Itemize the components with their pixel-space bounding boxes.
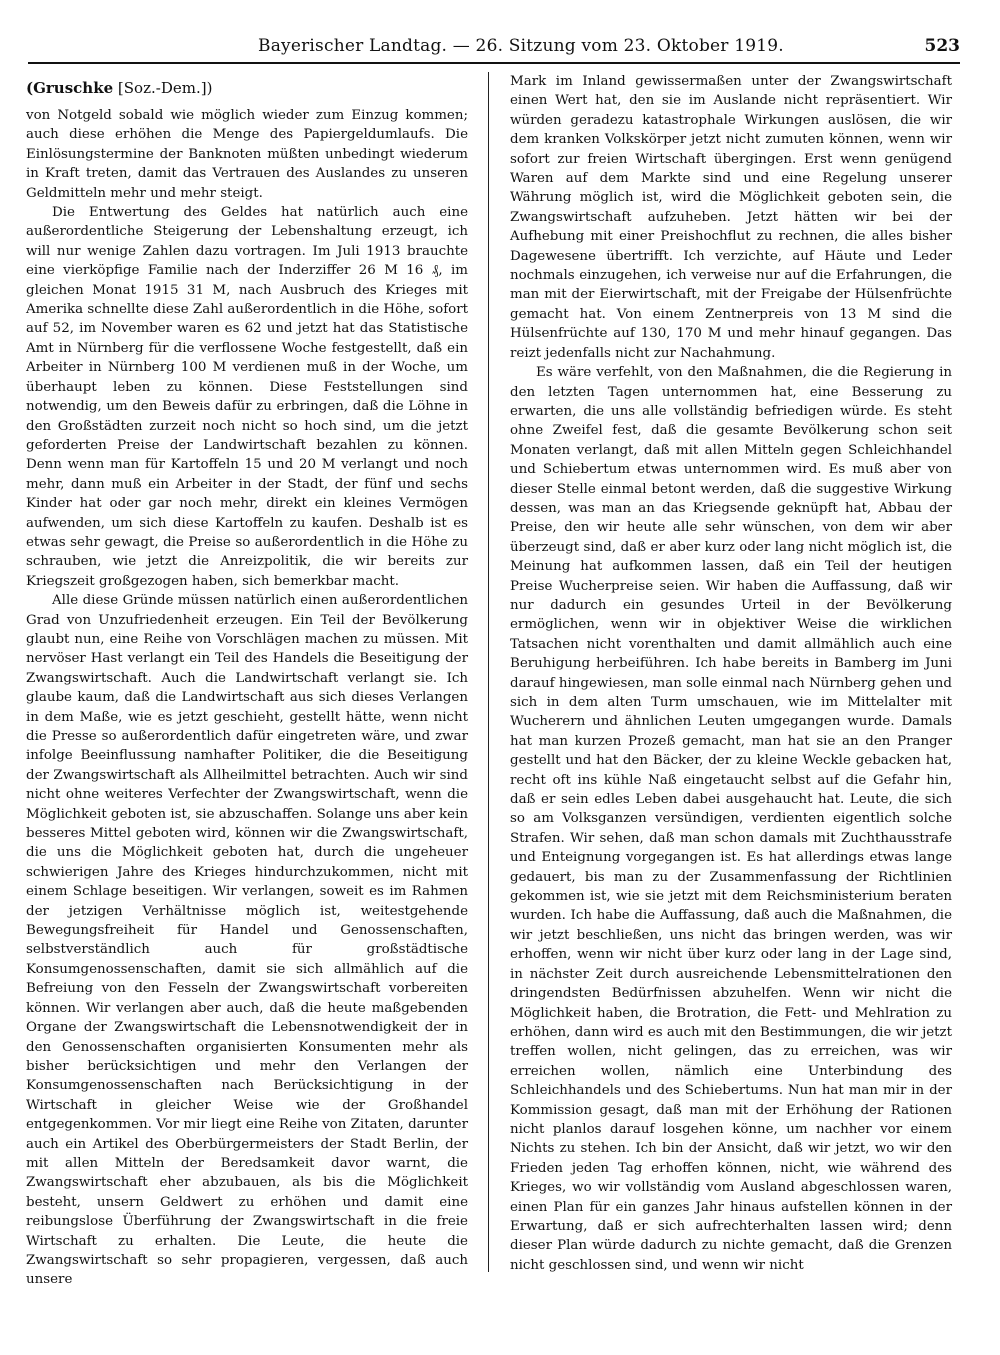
- paragraph: Alle diese Gründe müssen natürlich einen außerordentlichen Grad von Unzufriedenheit erzeugen. Ein Teil der Bevölkerung glaubt nun, eine Reihe von Vorschlägen machen zu müssen. Mit nervöser Hast verlangt ein Teil des Handels die Beseitigung der Zwangswirtschaft. Auch die Landwirtschaft verlangt sie. Ich glaube kaum, daß die Landwirtschaft aus sich dieses Verlangen in dem Maße, wie es jetzt geschieht, gestellt hätte, wenn nicht die Presse so außerordentlich dafür eingetreten wäre, und zwar infolge Beeinflussung namhafter Politiker, die die Beseitigung der Zwangswirtschaft als Allheilmittel betrachten. Auch wir sind nicht ohne weiteres Verfechter der Zwangswirtschaft, wenn die Möglichkeit geboten ist, sie abzuschaffen. Solange uns aber kein besseres Mittel geboten wird, können wir die Zwangswirtschaft, die uns die Möglichkeit geboten hat, durch die ungeheuer schwierigen Jahre des Krieges hindurchzukommen, nicht mit einem Schlage beseitigen. Wir verlangen, soweit es im Rahmen der jetzigen Verhältnisse möglich ist, weitestgehende Bewegungsfreiheit für Handel und Genossenschaften, selbstverständlich auch für großstädtische Konsumgenossenschaften, damit sie sich allmählich auf die Befreiung von den Fesseln der Zwangswirtschaft vorbereiten können. Wir verlangen aber auch, daß die heute maßgebenden Organe der Zwangswirtschaft die Lebensnotwendigkeit der in den Genossenschaften organisierten Konsumenten mehr als bisher berücksichtigen und mehr den Verlangen der Konsumgenossenschaften nach Berücksichtigung in der Wirtschaft in gleicher Weise wie der Großhandel entgegenkommen. Vor mir liegt eine Reihe von Zitaten, darunter auch ein Artikel des Oberbürgermeisters der Stadt Berlin, der mit allen Mitteln der Beredsamkeit davor warnt, die Zwangswirtschaft eher abzubauen, als bis die Möglichkeit besteht, unsern Geldwert zu erhöhen und damit eine reibungslose Überführung der Zwangswirtschaft in die freie Wirtschaft zu erhalten. Die Leute, die heute die Zwangswirtschaft so sehr propagieren, vergessen, daß auch unsere: [26, 593, 468, 1288]
- left-column: [26, 78, 468, 1290]
- paragraph: Mark im Inland gewissermaßen unter der Zwangswirtschaft einen Wert hat, den sie im Auslande nicht repräsentiert. Wir würden geradezu katastrophale Wirkungen auslösen, die wir dem kranken Volkskörper jetzt nicht zumuten können, wenn wir sofort zur freien Wirtschaft übergingen. Erst wenn genügend Waren auf dem Markte sind und eine Regelung unserer Währung möglich ist, wird die Möglichkeit geboten sein, die Zwangswirtschaft aufzuheben. Jetzt hätten wir bei der Aufhebung mit einer Preishochflut zu rechnen, die alles bisher Dagewesene übertrifft. Ich verzichte, auf Häute und Leder nochmals einzugehen, ich verweise nur auf die Erfahrungen, die man mit der Eierwirtschaft, mit der Freigabe der Hülsenfrüchte gemacht hat. Von einem Zentnerpreis von 13 M sind die Hülsenfrüchte auf 130, 170 M und mehr hinauf gegangen. Das reizt jedenfalls nicht zur Nachahmung.: [510, 74, 952, 361]
- paragraph: von Notgeld sobald wie möglich wieder zum Einzug kommen; auch diese erhöhen die Menge des Papiergeldumlaufs. Die Einlösungstermine der Banknoten müßten unbedingt wiederum in Kraft treten, damit das Vertrauen des Auslandes zu unseren Geldmitteln mehr und mehr steigt.: [26, 108, 468, 201]
- page-number: 523: [924, 36, 960, 56]
- right-column: [510, 72, 952, 1275]
- speaker-name: (Gruschke: [26, 79, 114, 97]
- speaker-line: [26, 78, 468, 98]
- running-header: [28, 34, 960, 64]
- speaker-party: [Soz.-Dem.]): [117, 79, 213, 97]
- paragraph: Es wäre verfehlt, von den Maßnahmen, die die Regierung in den letzten Tagen unternommen hat, eine Besserung zu erwarten, die uns alle vollständig befriedigen würde. Es steht ohne Zweifel fest, daß die gesamte Bevölkerung schon seit Monaten verlangt, daß mit allen Mitteln gegen Schleichhandel und Schiebertum etwas unternommen wird. Es muß aber von dieser Stelle einmal betont werden, daß die suggestive Wirkung dessen, was man an das Kriegsende geknüpft hat, Abbau der Preise, den wir heute alle sehr wünschen, von dem wir aber überzeugt sind, daß er aber kurz oder lang nicht möglich ist, die Meinung hat aufkommen lassen, daß ein Teil der heutigen Preise Wucherpreise seien. Wir haben die Auffassung, daß wir nur dadurch ein gesundes Urteil in der Bevölkerung ermöglichen, wenn wir in objektiver Weise die wirklichen Tatsachen nicht vorenthalten und damit allmählich auch eine Beruhigung herbeiführen. Ich habe bereits in Bamberg im Juni darauf hingewiesen, man solle einmal nach Nürnberg gehen und sich in dem alten Turm umschauen, wie im Mittelalter mit Wucherern und ähnlichen Leuten umgegangen wurde. Damals hat man kurzen Prozeß gemacht, man hat sie an den Pranger gestellt und hat den Bäcker, der zu kleine Weckle gebacken hat, recht oft ins kühle Naß eingetaucht selbst auf die Gefahr hin, daß er sein edles Leben dabei ausgehaucht hat. Leute, die sich so am Volksganzen versündigen, verdienten eigentlich solche Strafen. Wir sehen, daß man schon damals mit Zuchthausstrafe und Enteignung vorgegangen ist. Es hat allerdings etwas lange gedauert, bis man zu der Zusammenfassung der Richtlinien gekommen ist, wie sie jetzt mit dem Reichsministerium beraten wurden. Ich habe die Auffassung, daß auch die Maßnahmen, die wir jetzt beschließen, uns nicht das bringen werden, was wir erhoffen, wenn wir nicht über kurz oder lang in der Lage sind, in nächster Zeit durch ausreichende Lebensmittelrationen den dringendsten Bedürfnissen abzuhelfen. Wenn wir nicht die Möglichkeit haben, die Brotration, die Fett- und Mehlration zu erhöhen, dann wird es auch mit den Bestimmungen, die wir jetzt treffen wollen, nicht gelingen, das zu erreichen, was wir erreichen wollen, nämlich eine Unterbindung des Schleichhandels und des Schiebertums. Nun hat man mir in der Kommission gesagt, daß man mit der Erhöhung der Rationen nicht planlos darauf losgehen könne, um nachher vor einem Nichts zu stehen. Ich bin der Ansicht, daß wir jetzt, wo wir den Frieden jeden Tag erhoffen können, nicht, wie während des Krieges, wo wir vollständig vom Ausland abgeschlossen waren, einen Plan für ein ganzes Jahr hinaus aufstellen können in der Erwartung, daß er sich aufrechterhalten lassen wird; denn dieser Plan würde dadurch zu nichte gemacht, daß die Grenzen nicht geschlossen sind, und wenn wir nicht: [510, 365, 952, 1273]
- running-title: Bayerischer Landtag. — 26. Sitzung vom 23. Oktober 1919.: [258, 36, 784, 56]
- header-rule: [28, 62, 960, 64]
- paragraph: Die Entwertung des Geldes hat natürlich auch eine außerordentliche Steigerung der Lebenshaltung erzeugt, ich will nur wenige Zahlen dazu vortragen. Im Juli 1913 brauchte eine vierköpfige Familie nach der Inderziffer 26 M 16 ₰, im gleichen Monat 1915 31 M, nach Ausbruch des Krieges mit Amerika schnellte diese Zahl außerordentlich in die Höhe, sofort auf 52, im November waren es 62 und jetzt hat das Statistische Amt in Nürnberg für die verflossene Woche festgestellt, daß ein Arbeiter in Nürnberg 100 M verdienen muß in der Woche, um überhaupt leben zu können. Diese Feststellungen sind notwendig, um den Beweis dafür zu erbringen, daß die Löhne in den Großstädten zurzeit noch nicht so hoch sind, um die jetzt geforderten Preise der Landwirtschaft bezahlen zu können. Denn wenn man für Kartoffeln 15 und 20 M verlangt und noch mehr, dann muß ein Arbeiter in der Stadt, der fünf und sechs Kinder hat oder gar noch mehr, direkt ein kleines Vermögen aufwenden, um sich diese Kartoffeln zu kaufen. Deshalb ist es etwas sehr gewagt, die Preise so außerordentlich in die Höhe zu schrauben, wie jetzt die Anreizpolitik, die wir bereits zur Kriegszeit großgezogen haben, sich bemerkbar macht.: [26, 205, 468, 589]
- column-divider: [488, 72, 489, 1272]
